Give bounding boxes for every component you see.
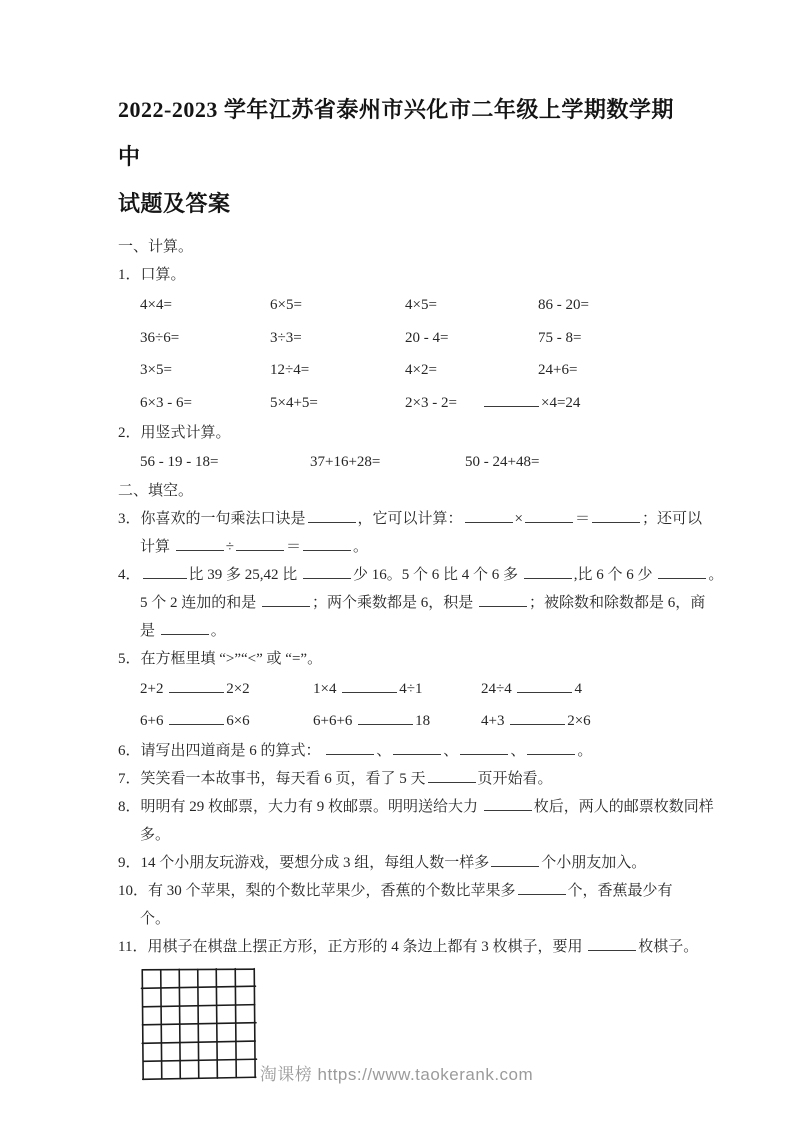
- question-text: ×: [514, 511, 524, 527]
- question-text: ；两个乘数都是 6，积是: [312, 595, 474, 611]
- answer-blank: [525, 507, 573, 523]
- vertical-expression: 50 - 24+48=: [465, 454, 540, 470]
- question-text: 比 39 多 25,42 比: [188, 567, 298, 583]
- answer-blank: [460, 739, 508, 755]
- question-text: ÷: [225, 539, 234, 555]
- oral-expression: 3÷3=: [270, 329, 302, 346]
- compare-left: 24÷4: [481, 681, 512, 697]
- question-6: [118, 737, 685, 765]
- oral-expression: 6×3 - 6=: [140, 394, 192, 411]
- question-number: 4．: [118, 567, 141, 583]
- question-number: 10．: [118, 883, 149, 899]
- question-text: ，它可以计算：: [357, 511, 463, 527]
- answer-blank: [176, 535, 224, 551]
- compare-item: [481, 705, 685, 737]
- question-8-line-2: 多。: [140, 827, 171, 843]
- question-text: 、: [376, 743, 392, 759]
- oral-expression: 4×2=: [405, 362, 437, 378]
- question-text: 计算: [140, 539, 171, 555]
- answer-blank: [326, 739, 374, 755]
- answer-blank: [518, 879, 566, 895]
- question-text: ＝: [286, 539, 302, 555]
- answer-blank: [524, 563, 572, 579]
- question-number: 11．: [118, 939, 148, 955]
- compare-left: 4+3: [481, 713, 505, 729]
- question-text: 。: [708, 567, 724, 583]
- question-4-line-2: [140, 589, 706, 617]
- answer-blank: [161, 619, 209, 635]
- vertical-expression: 56 - 19 - 18=: [140, 454, 219, 470]
- oral-expression: 75 - 8=: [538, 329, 582, 346]
- compare-right: 2×2: [226, 681, 250, 697]
- answer-blank: [465, 507, 513, 523]
- oral-expression: 3×5=: [140, 362, 172, 378]
- question-text: 你喜欢的一句乘法口诀是: [140, 511, 306, 527]
- answer-blank: [484, 391, 539, 407]
- compare-item: [313, 673, 481, 705]
- question-number: 7．: [118, 771, 141, 787]
- question-text: 用棋子在棋盘上摆正方形，正方形的 4 条边上都有 3 枚棋子，要用: [147, 939, 583, 955]
- answer-blank: [303, 563, 351, 579]
- oral-expression-with-blank: [482, 387, 685, 420]
- compare-grid-row-2: [140, 705, 685, 737]
- compare-left: 1×4: [313, 681, 337, 697]
- compare-right: 2×6: [567, 713, 591, 729]
- oral-expression: 24+6=: [538, 362, 578, 378]
- question-1-label: 1．口算。: [118, 267, 186, 283]
- question-3-line-1: [118, 505, 703, 533]
- question-11: [118, 933, 699, 961]
- question-8-line-1: [118, 793, 714, 821]
- compare-item: [481, 673, 685, 705]
- answer-blank: [484, 795, 532, 811]
- section-heading-calculation: 一、计算。: [118, 239, 194, 255]
- question-5-label: 5．在方框里填 “>”“<” 或 “=”。: [118, 651, 323, 667]
- question-text: 页开始看。: [477, 771, 553, 787]
- compare-grid-row-1: [140, 673, 685, 705]
- question-text: 枚后，两人的邮票枚数同样: [533, 799, 714, 815]
- compare-left: 6+6: [140, 713, 164, 729]
- oral-expression: 6×5=: [270, 297, 302, 313]
- vertical-expression: 37+16+28=: [310, 454, 381, 470]
- oral-expression: 86 - 20=: [538, 297, 589, 313]
- answer-blank: [303, 535, 351, 551]
- question-text: 请写出四道商是 6 的算式：: [140, 743, 321, 759]
- question-text: 、: [510, 743, 526, 759]
- compare-item: [313, 705, 481, 737]
- question-text: 是: [140, 623, 156, 639]
- question-text: 5 个 2 连加的和是: [140, 595, 257, 611]
- answer-blank: [510, 709, 565, 725]
- compare-item: [140, 705, 313, 737]
- question-text: 14 个小朋友玩游戏，要想分成 3 组，每组人数一样多: [140, 855, 490, 871]
- question-3-line-2: [140, 533, 685, 561]
- answer-blank: [169, 709, 224, 725]
- question-number: 6．: [118, 743, 141, 759]
- question-10-line-1: [118, 877, 685, 905]
- answer-blank: [491, 851, 539, 867]
- question-text: 。: [577, 743, 593, 759]
- document-title: [118, 86, 685, 227]
- question-text: 、: [443, 743, 459, 759]
- question-9: [118, 849, 685, 877]
- question-text: 个，香蕉最少有: [567, 883, 673, 899]
- oral-expression: 4×5=: [405, 297, 437, 313]
- answer-blank: [588, 935, 636, 951]
- question-4-line-3: [140, 617, 685, 645]
- answer-blank: [479, 591, 527, 607]
- question-text: 笑笑看一本故事书，每天看 6 页，看了 5 天: [140, 771, 426, 787]
- section-heading-fill-blank: 二、填空。: [118, 483, 194, 499]
- compare-left: 6+6+6: [313, 713, 353, 729]
- question-text: 有 30 个苹果，梨的个数比苹果少，香蕉的个数比苹果多: [148, 883, 516, 899]
- compare-right: 6×6: [226, 713, 250, 729]
- compare-right: 18: [415, 713, 431, 729]
- answer-blank: [342, 677, 397, 693]
- question-text: 明明有 29 枚邮票，大力有 9 枚邮票。明明送给大力: [140, 799, 479, 815]
- compare-right: 4÷1: [399, 681, 423, 697]
- oral-expression: 2×3 - 2=: [405, 394, 457, 411]
- question-text: 少 16。5 个 6 比 4 个 6 多: [353, 567, 519, 583]
- compare-item: [140, 673, 313, 705]
- answer-blank: [428, 767, 476, 783]
- oral-expression: 20 - 4=: [405, 329, 449, 346]
- question-2-label: 2．用竖式计算。: [118, 425, 231, 441]
- answer-blank: [393, 739, 441, 755]
- oral-expression: ×4=24: [541, 394, 581, 411]
- question-text: 个小朋友加入。: [541, 855, 647, 871]
- question-text: 。: [210, 623, 226, 639]
- answer-blank: [358, 709, 413, 725]
- answer-blank: [658, 563, 706, 579]
- answer-blank: [169, 677, 224, 693]
- vertical-calc-row: [140, 447, 685, 477]
- question-text: 。: [353, 539, 369, 555]
- question-number: 9．: [118, 855, 141, 871]
- question-text: ；被除数和除数都是 6，商: [529, 595, 706, 611]
- oral-expression: 4×4=: [140, 297, 172, 313]
- question-text: ；还可以: [642, 511, 703, 527]
- question-text: ＝: [575, 511, 591, 527]
- oral-calc-grid: [140, 289, 685, 419]
- title-line-2: 试题及答案: [118, 191, 231, 216]
- oral-expression: 36÷6=: [140, 329, 180, 346]
- answer-blank: [527, 739, 575, 755]
- oral-expression: 12÷4=: [270, 362, 310, 378]
- answer-blank: [236, 535, 284, 551]
- question-number: 3．: [118, 511, 141, 527]
- question-text: ,比 6 个 6 少: [573, 567, 653, 583]
- answer-blank: [592, 507, 640, 523]
- question-number: 8．: [118, 799, 141, 815]
- title-line-1: 2022-2023 学年江苏省泰州市兴化市二年级上学期数学期中: [118, 97, 674, 169]
- question-7: [118, 765, 685, 793]
- compare-right: 4: [574, 681, 582, 697]
- question-text: 枚棋子。: [638, 939, 699, 955]
- footer-watermark: 淘课榜 https://www.taokerank.com: [259, 1065, 534, 1084]
- answer-blank: [143, 563, 187, 579]
- compare-left: 2+2: [140, 681, 164, 697]
- answer-blank: [308, 507, 356, 523]
- question-10-line-2: 个。: [140, 911, 171, 927]
- question-4-line-1: [118, 561, 724, 589]
- answer-blank: [262, 591, 310, 607]
- answer-blank: [517, 677, 572, 693]
- oral-expression: 5×4+5=: [270, 394, 318, 411]
